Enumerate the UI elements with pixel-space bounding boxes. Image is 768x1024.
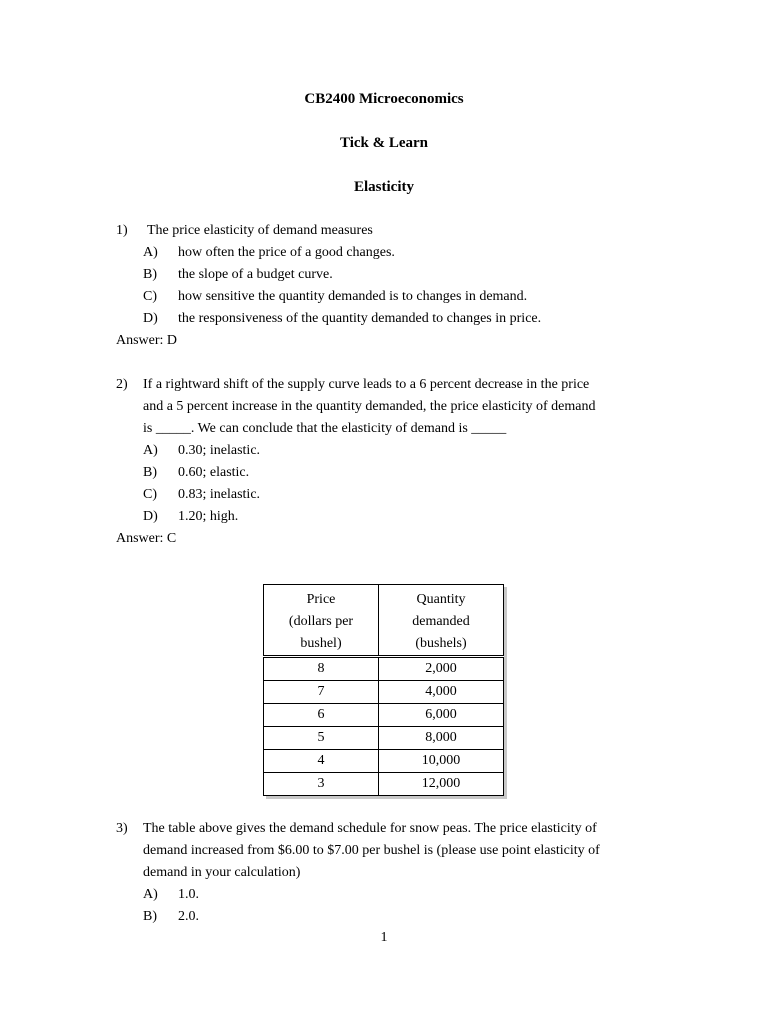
- option-a: A) how often the price of a good changes.: [143, 245, 395, 260]
- question-text-line: demand increased from $6.00 to $7.00 per bushel is (please use point elasticity of: [143, 843, 600, 858]
- table-row: 8 2,000: [264, 657, 504, 681]
- option-c: C) how sensitive the quantity demanded is to changes in demand.: [143, 289, 528, 304]
- answer: Answer: C: [116, 531, 177, 546]
- question-text: The table above gives the demand schedule for snow peas. The price elasticity of: [143, 821, 597, 836]
- quantity-column-header: Quantity demanded (bushels): [379, 585, 504, 657]
- question-text-line: is _____. We can conclude that the elasticity of demand is _____: [143, 421, 507, 436]
- answer: Answer: D: [116, 333, 178, 348]
- option-a: A) 1.0.: [143, 887, 199, 902]
- table-row: 7 4,000: [264, 681, 504, 704]
- option-d: D) the responsiveness of the quantity demanded to changes in price.: [143, 311, 542, 326]
- price-column-header: Price (dollars per bushel): [264, 585, 379, 657]
- option-b: B) 0.60; elastic.: [143, 465, 250, 480]
- topic-title: Elasticity: [354, 179, 414, 195]
- option-a: A) 0.30; inelastic.: [143, 443, 261, 458]
- question-text: If a rightward shift of the supply curve leads to a 6 percent decrease in the price: [143, 377, 590, 392]
- table-row: 6 6,000: [264, 704, 504, 727]
- option-b: B) 2.0.: [143, 909, 199, 924]
- question-text: The price elasticity of demand measures: [147, 223, 373, 238]
- table-row: 4 10,000: [264, 750, 504, 773]
- course-title: CB2400 Microeconomics: [304, 91, 464, 107]
- question-3: [116, 818, 676, 928]
- demand-schedule-table: [263, 584, 504, 796]
- question-text-line: and a 5 percent increase in the quantity demanded, the price elasticity of demand: [143, 399, 596, 414]
- question-number: 1): [116, 223, 128, 238]
- option-c: C) 0.83; inelastic.: [143, 487, 261, 502]
- question-1: [116, 220, 676, 352]
- question-number: 2): [116, 377, 128, 392]
- table-row: 3 12,000: [264, 773, 504, 796]
- question-2: [116, 374, 676, 550]
- subtitle: Tick & Learn: [339, 135, 429, 151]
- option-b: B) the slope of a budget curve.: [143, 267, 333, 282]
- option-d: D) 1.20; high.: [143, 509, 239, 524]
- question-number: 3): [116, 821, 128, 836]
- question-text-line: demand in your calculation): [143, 865, 301, 880]
- table-row: 5 8,000: [264, 727, 504, 750]
- page-number: 1: [380, 930, 388, 945]
